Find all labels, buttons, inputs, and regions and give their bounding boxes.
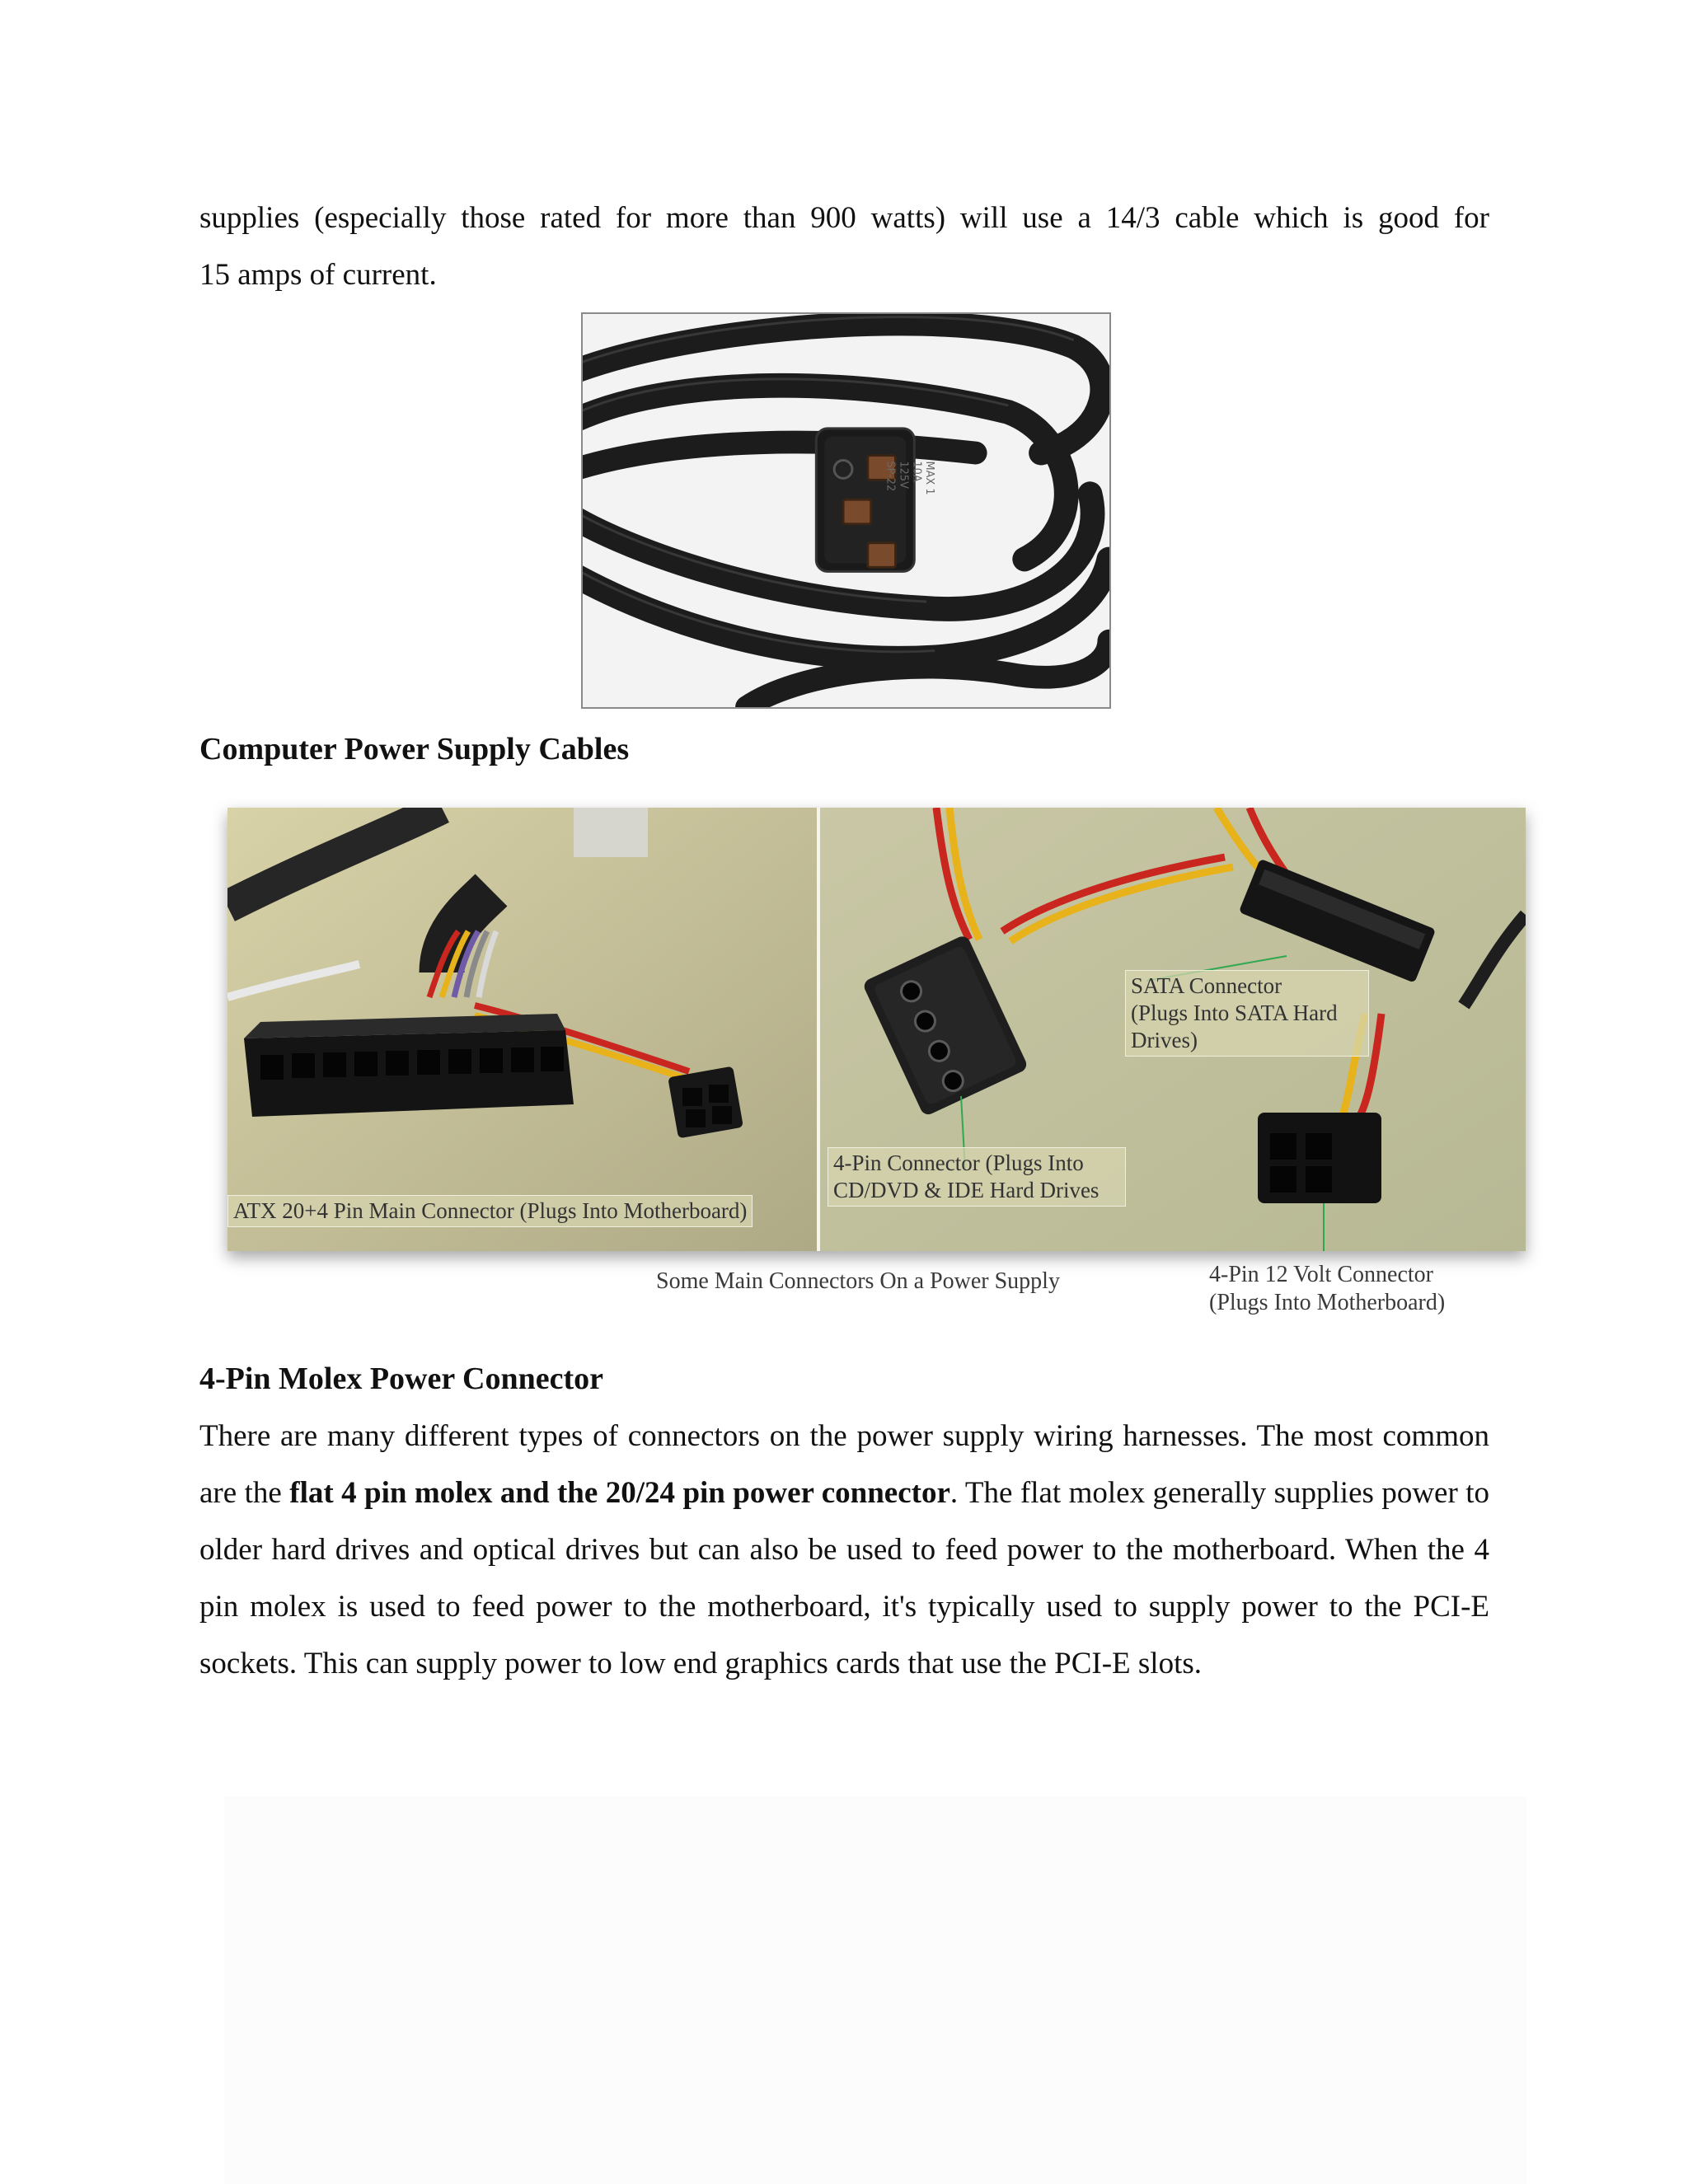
cord-mold-text-1: MAX 1: [923, 461, 936, 495]
cord-mold-text-4: SP-22: [884, 461, 897, 492]
label-sata-connector: [1125, 970, 1369, 1057]
molex-paragraph-text-1: There are many different types of connectors on the power supply wiring harnesses. The most common are the: [199, 1419, 1489, 1510]
page-background-shade: [224, 1797, 1526, 2184]
figure-caption-main-connectors: Some Main Connectors On a Power Supply: [656, 1268, 1060, 1294]
power-cord-photo: [581, 312, 1111, 709]
label-atx-connector: ATX 20+4 Pin Main Connector (Plugs Into Motherboard): [227, 1195, 753, 1227]
intro-paragraph-line-2: 15 amps of current.: [199, 258, 437, 292]
heading-computer-power-supply-cables: Computer Power Supply Cables: [199, 732, 630, 766]
label-sata-line-1: SATA Connector: [1131, 973, 1282, 998]
caption-12v-line-2: (Plugs Into Motherboard): [1209, 1290, 1446, 1315]
figure-caption-12v-connector: [1209, 1261, 1445, 1317]
heading-4-pin-molex-power-connector: 4-Pin Molex Power Connector: [199, 1361, 604, 1396]
label-4-pin-line-2: CD/DVD & IDE Hard Drives: [833, 1178, 1100, 1202]
caption-12v-line-1: 4-Pin 12 Volt Connector: [1209, 1262, 1433, 1287]
molex-paragraph-text-2: . The flat molex generally supplies power to older hard drives and optical drives but can also be used to feed power to the motherboard. When the 4 pin molex is used to feed power to the motherboard, it's typically used to supply power to the PCI-E sockets. This can supply power to low end graphics cards that use the PCI-E slots.: [199, 1476, 1490, 1680]
label-4-pin-line-1: 4-Pin Connector (Plugs Into: [833, 1151, 1084, 1175]
molex-paragraph-bold: flat 4 pin molex and the 20/24 pin power connector: [289, 1476, 950, 1510]
label-4-pin-connector: [828, 1147, 1126, 1207]
power-supply-connectors-photo: [227, 808, 1526, 1251]
cord-mold-text-3: 125V: [897, 461, 910, 489]
molex-paragraph: [199, 1408, 1489, 1692]
cord-mold-text-2: 10A: [910, 461, 923, 482]
label-sata-line-3: Drives): [1131, 1028, 1198, 1052]
intro-paragraph-line-1: supplies (especially those rated for more than 900 watts) will use a 14/3 cable which is good for: [199, 201, 1489, 235]
label-sata-line-2: (Plugs Into SATA Hard: [1131, 1001, 1338, 1025]
